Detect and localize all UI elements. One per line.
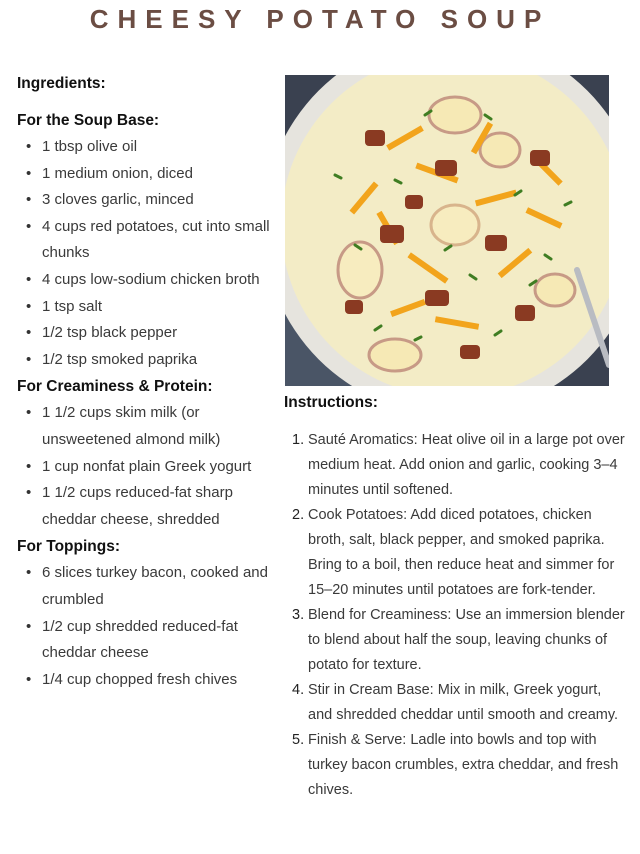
bullet-icon: • [26, 164, 32, 182]
ingredient-item: • 4 cups red potatoes, cut into small chunks [17, 214, 285, 267]
ingredient-item: • 1 cup nonfat plain Greek yogurt [17, 454, 285, 481]
recipe-title: CHEESY POTATO SOUP [89, 4, 551, 34]
bullet-icon: • [26, 191, 32, 209]
instruction-step: 1. Sauté Aromatics: Heat olive oil in a large pot over medium heat. Add onion and garlic, cooking 3–4 minutes until softened. [292, 432, 625, 498]
bullet-icon: • [26, 457, 32, 475]
instruction-step: 4. Stir in Cream Base: Mix in milk, Greek yogurt, and shredded cheddar until smooth and creamy. [292, 682, 619, 723]
bullet-icon: • [26, 670, 32, 688]
instructions-list [292, 428, 627, 803]
soup-photo [285, 75, 609, 386]
ingredient-item: • 1/2 tsp black pepper [17, 320, 285, 347]
section-heading-soup-base: For the Soup Base: [17, 112, 160, 129]
creaminess-list [17, 400, 285, 533]
ingredient-item: • 1 medium onion, diced [17, 161, 285, 188]
section-heading-creaminess: For Creaminess & Protein: [17, 378, 213, 396]
bullet-icon: • [26, 404, 32, 422]
soup-base-list [17, 134, 285, 373]
instruction-step: 3. Blend for Creaminess: Use an immersion blender to blend about half the soup, leaving chunks of potato for texture. [292, 607, 625, 673]
ingredient-item: • 1 1/2 cups reduced-fat sharp cheddar cheese, shredded [17, 480, 285, 533]
bullet-icon: • [26, 484, 32, 502]
bullet-icon: • [26, 324, 32, 342]
bullet-icon: • [26, 217, 32, 235]
bullet-icon: • [26, 270, 32, 288]
bullet-icon: • [26, 138, 32, 155]
ingredient-item: • 1/2 tsp smoked paprika [17, 347, 285, 374]
instruction-step: 5. Finish & Serve: Ladle into bowls and top with turkey bacon crumbles, extra cheddar, and fresh chives. [292, 732, 619, 798]
bullet-icon: • [26, 564, 32, 582]
ingredient-item: • 4 cups low-sodium chicken broth [17, 267, 285, 294]
ingredient-item: • 1 tbsp olive oil [17, 134, 285, 161]
bullet-icon: • [26, 350, 32, 368]
ingredient-item: • 1 1/2 cups skim milk (or unsweetened almond milk) [17, 400, 285, 453]
ingredient-item: • 3 cloves garlic, minced [17, 187, 285, 214]
instructions-heading: Instructions: [284, 394, 378, 411]
soup-bowl-image [285, 75, 609, 386]
ingredient-item: • 1/4 cup chopped fresh chives [17, 667, 285, 694]
bullet-icon: • [26, 617, 32, 635]
section-heading-toppings: For Toppings: [17, 538, 121, 556]
ingredients-column [17, 70, 285, 693]
toppings-list [17, 560, 285, 693]
ingredients-heading: Ingredients: [17, 75, 106, 92]
instruction-step: 2. Cook Potatoes: Add diced potatoes, chicken broth, salt, black pepper, and smoked paprika. Bring to a boil, then reduce heat and simmer for 15–20 minutes until potatoes are fork-tender. [292, 507, 615, 598]
ingredient-item: • 6 slices turkey bacon, cooked and crumbled [17, 560, 285, 613]
bullet-icon: • [26, 297, 32, 315]
ingredient-item: • 1/2 cup shredded reduced-fat cheddar cheese [17, 614, 285, 667]
ingredient-item: • 1 tsp salt [17, 294, 285, 321]
